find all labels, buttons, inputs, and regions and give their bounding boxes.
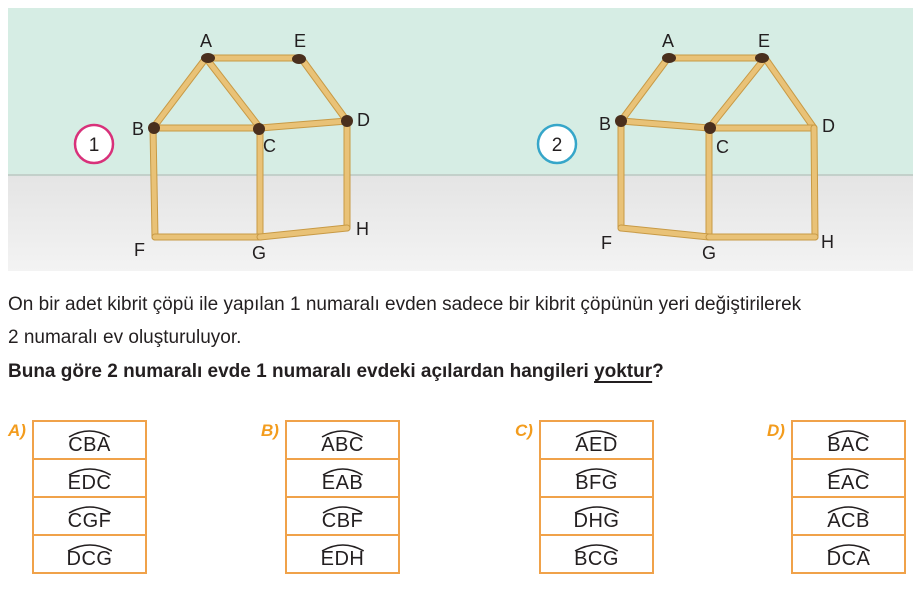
- option-d-angle-1: [792, 421, 905, 459]
- option-b-angle-3: [286, 497, 399, 535]
- matchstick-figure: [8, 8, 913, 271]
- option-a-angle-3: [33, 497, 146, 535]
- option-c-table: [539, 420, 654, 574]
- option-a-angle-1: [33, 421, 146, 459]
- option-a-angle-2: [33, 459, 146, 497]
- angle-text: DHG: [573, 510, 620, 532]
- option-d-letter: D): [767, 421, 785, 440]
- option-b-table: [285, 420, 400, 574]
- angle-text: EAB: [321, 472, 364, 494]
- question-prompt-text: Buna göre 2 numaralı evde 1 numaralı evdeki açılardan hangileri: [8, 361, 595, 382]
- house-1-label-g: G: [252, 243, 267, 263]
- house-1-label-d: D: [357, 110, 370, 130]
- house-1-label-h: H: [356, 219, 369, 239]
- question-line-1: On bir adet kibrit çöpü ile yapılan 1 numaralı evden sadece bir kibrit çöpünün yeri değiştirilerek: [8, 294, 802, 315]
- option-a-table: [32, 420, 147, 574]
- house-1-label-e: E: [294, 31, 307, 51]
- house-2-label-b: B: [599, 114, 612, 134]
- angle-text: DCG: [66, 548, 113, 570]
- house-1-label-b: B: [132, 119, 145, 139]
- house-1-label-f: F: [134, 240, 145, 260]
- house-2-label-d: D: [822, 116, 835, 136]
- option-b-angle-1: [286, 421, 399, 459]
- angle-text: BAC: [827, 434, 870, 456]
- house-2-label-e: E: [758, 31, 771, 51]
- angle-text: DCA: [826, 548, 871, 570]
- option-b-angle-2: [286, 459, 399, 497]
- option-a-letter: A): [8, 421, 26, 440]
- option-b-letter: B): [261, 421, 279, 440]
- angle-text: CGF: [67, 510, 112, 532]
- option-c-angle-4: [540, 535, 653, 573]
- house-1-label-c: C: [263, 136, 276, 156]
- house-2-label-f: F: [601, 233, 612, 253]
- option-c-angle-2: [540, 459, 653, 497]
- option-b-angle-4: [286, 535, 399, 573]
- option-d-angle-3: [792, 497, 905, 535]
- option-d-angle-4: [792, 535, 905, 573]
- option-c-letter: C): [515, 421, 533, 440]
- question-prompt-emphasis: yoktur: [594, 361, 653, 382]
- house-2-label-h: H: [821, 232, 834, 252]
- question-prompt: [8, 360, 664, 384]
- angle-text: ACB: [827, 510, 870, 532]
- option-a-angle-4: [33, 535, 146, 573]
- house-2-label-c: C: [716, 137, 729, 157]
- angle-text: AED: [575, 434, 618, 456]
- question-mark: ?: [652, 361, 664, 382]
- angle-text: EDC: [67, 472, 112, 494]
- question-line-2: 2 numaralı ev oluşturuluyor.: [8, 327, 242, 348]
- figure-svg: [8, 8, 913, 271]
- angle-text: BFG: [575, 472, 618, 494]
- angle-text: EAC: [827, 472, 870, 494]
- house-1-number: 1: [88, 135, 100, 156]
- house-2-label-a: A: [662, 31, 675, 51]
- house-2-label-g: G: [702, 243, 717, 263]
- option-d-table: [791, 420, 906, 574]
- house-1-label-a: A: [200, 31, 213, 51]
- option-d-angle-2: [792, 459, 905, 497]
- sky-background: [8, 8, 913, 176]
- house-2-number: 2: [551, 135, 563, 156]
- option-c-angle-3: [540, 497, 653, 535]
- angle-text: CBA: [68, 434, 111, 456]
- angle-text: CBF: [321, 510, 364, 532]
- angle-text: BCG: [574, 548, 619, 570]
- option-c-angle-1: [540, 421, 653, 459]
- angle-text: ABC: [321, 434, 364, 456]
- angle-text: EDH: [320, 548, 365, 570]
